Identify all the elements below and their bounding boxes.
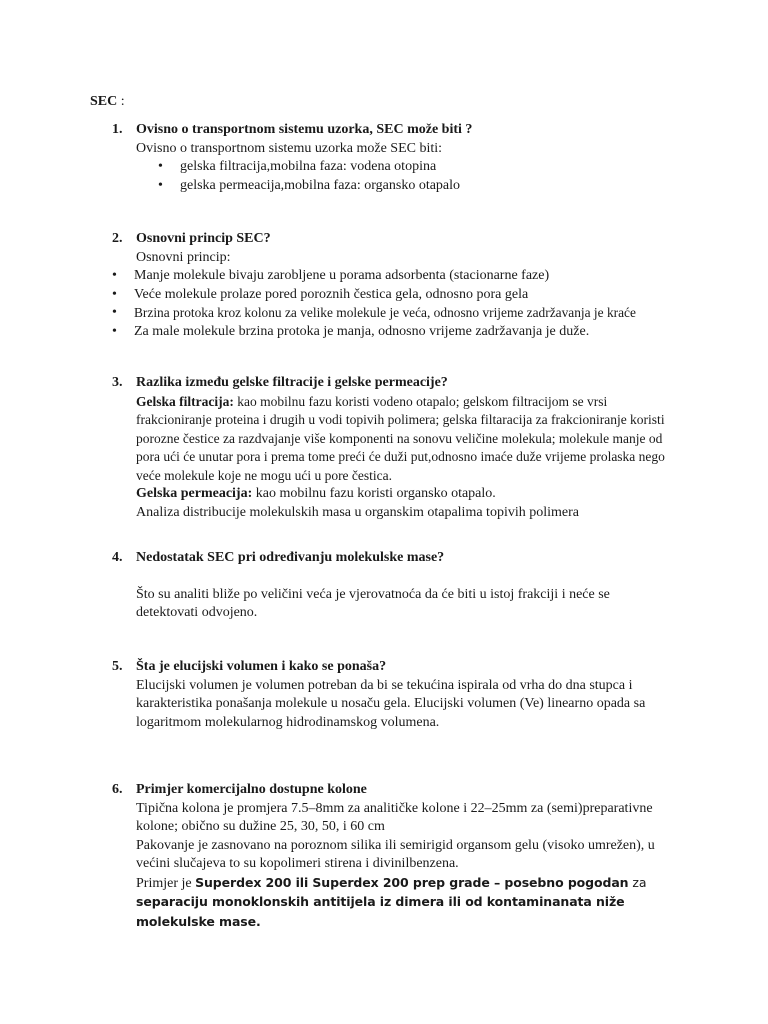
question-number: 2. bbox=[112, 231, 123, 246]
list-item: • Manje molekule bivaju zarobljene u porama adsorbenta (stacionarne faze) bbox=[112, 267, 712, 286]
list-item: • Veće molekule prolaze pored poroznih čestica gela, odnosno pora gela bbox=[112, 286, 712, 305]
answer-intro: Ovisno o transportnom sistemu uzorka može SEC biti: bbox=[136, 140, 443, 156]
packing-text: Pakovanje je zasnovano na poroznom silika ili semirigid organsom gelu (visoko umrežen), u većini slučajeva to su kopolimeri stirena i divinilbenzena. bbox=[136, 837, 655, 871]
list-item: • gelska permeacija,mobilna faza: organsko otapalo bbox=[158, 177, 692, 196]
document-heading bbox=[90, 93, 125, 112]
filtration-text: kao mobilnu fazu koristi vodeno otapalo; gelskom filtracijom se vrsi frakcioniranje proteina i drugih u vodi topivih polimera; gelska filtaracija za frakcioniranje koristi porozne čestice za razdvajanje više komponenti na sonovu veličine molekula; molekule manje od pora ući će unutar pora i prema tome preći će duži put,odnosno imaće duže vrijeme prolaska nego veće molekule koje ne mogu ući u pore čestica. bbox=[136, 393, 665, 483]
answer-text: Elucijski volumen je volumen potreban da bi se tekućina ispirala od vrha do dna stupca i karakteristika ponašanja molekule u nosaču gela. Elucijski volumen (Ve) linearno opada sa logaritmom molekularnog hidrodinamskog volumena. bbox=[136, 677, 646, 730]
answer-text: Što su analiti bliže po veličini veća je vjerovatnoća da će biti u istoj frakciji i neće se detektovati odvojeno. bbox=[136, 586, 610, 620]
permeation-line-2: Analiza distribucije molekulskih masa u organskim otapalima topivih polimera bbox=[136, 504, 579, 520]
permeation-label: Gelska permeacija: bbox=[136, 486, 253, 501]
question-title: Nedostatak SEC pri određivanju molekulske mase? bbox=[136, 550, 445, 565]
question-number: 4. bbox=[112, 550, 123, 565]
example-mid: za bbox=[628, 874, 647, 890]
question-1 bbox=[112, 121, 692, 195]
question-title: Ovisno o transportnom sistemu uzorka, SEC može biti ? bbox=[136, 122, 473, 137]
question-6 bbox=[112, 781, 692, 932]
question-number: 5. bbox=[112, 659, 123, 674]
permeation-text: kao mobilnu fazu koristi organsko otapalo. bbox=[252, 486, 496, 501]
list-item: • gelska filtracija,mobilna faza: vodena otopina bbox=[158, 158, 692, 177]
question-number: 6. bbox=[112, 782, 123, 797]
question-5 bbox=[112, 658, 692, 732]
bullet-list bbox=[158, 158, 692, 195]
example-purpose: separaciju monoklonskih antitijela iz dimera ili od kontaminanata niže molekulske mase. bbox=[136, 894, 625, 929]
bullet-list bbox=[112, 267, 712, 341]
question-number: 3. bbox=[112, 375, 123, 390]
question-title: Šta je elucijski volumen i kako se ponaša? bbox=[136, 659, 387, 674]
question-title: Primjer komercijalno dostupne kolone bbox=[136, 782, 367, 797]
filtration-paragraph bbox=[136, 393, 671, 486]
question-number: 1. bbox=[112, 122, 123, 137]
filtration-label: Gelska filtracija: bbox=[136, 393, 234, 409]
list-item: • Brzina protoka kroz kolonu za velike molekule je veća, odnosno vrijeme zadržavanja je kraće bbox=[112, 304, 712, 323]
list-item: • Za male molekule brzina protoka je manja, odnosno vrijeme zadržavanja je duže. bbox=[112, 323, 712, 342]
permeation-paragraph bbox=[136, 485, 671, 504]
example-paragraph bbox=[136, 874, 656, 933]
question-title: Razlika između gelske filtracije i gelske permeacije? bbox=[136, 375, 448, 390]
example-prefix: Primjer je bbox=[136, 875, 196, 891]
question-3 bbox=[112, 374, 692, 522]
question-2 bbox=[112, 230, 692, 341]
heading-suffix: : bbox=[117, 94, 125, 109]
answer-intro: Osnovni princip: bbox=[136, 249, 231, 265]
question-4 bbox=[112, 549, 692, 623]
column-dimensions-text: Tipična kolona je promjera 7.5–8mm za analitičke kolone i 22–25mm za (semi)preparativne kolone; obično su dužine 25, 30, 50, i 60 cm bbox=[136, 800, 653, 834]
heading-label: SEC bbox=[90, 94, 118, 109]
example-product: Superdex 200 ili Superdex 200 prep grade – posebno pogodan bbox=[195, 874, 629, 890]
question-title: Osnovni princip SEC? bbox=[136, 231, 271, 246]
